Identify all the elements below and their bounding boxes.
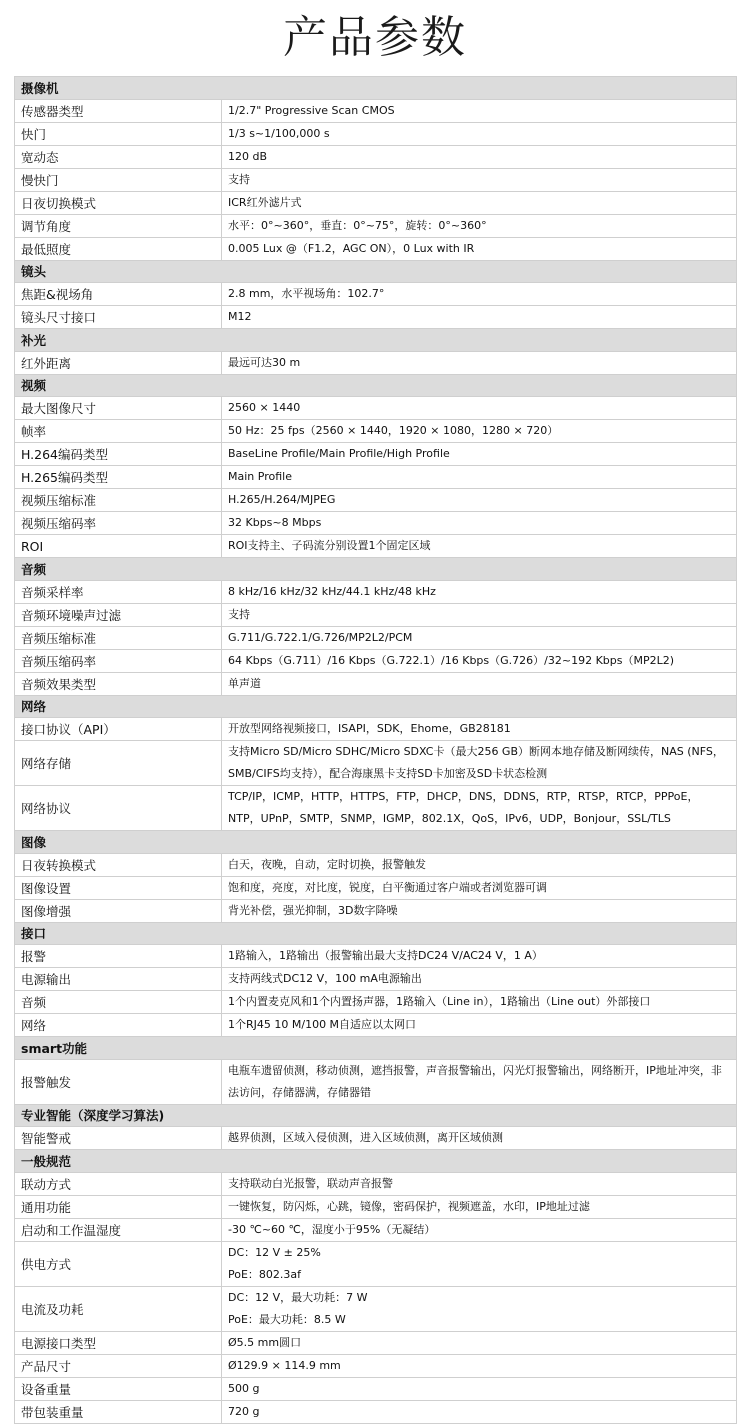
spec-row: [15, 1014, 737, 1037]
spec-value: 8 kHz/16 kHz/32 kHz/44.1 kHz/48 kHz: [222, 580, 737, 603]
spec-value: BaseLine Profile/Main Profile/High Profile: [222, 443, 737, 466]
spec-label: 音频压缩码率: [15, 649, 222, 672]
spec-value: 1/2.7" Progressive Scan CMOS: [222, 99, 737, 122]
spec-value: 单声道: [222, 672, 737, 695]
spec-value-line: PoE：最大功耗：8.5 W: [228, 1312, 346, 1326]
spec-value: 0.005 Lux @（F1.2，AGC ON），0 Lux with IR: [222, 237, 737, 260]
spec-label: 联动方式: [15, 1172, 222, 1195]
spec-label: 音频效果类型: [15, 672, 222, 695]
spec-value: 电瓶车遗留侦测，移动侦测，遮挡报警，声音报警输出，闪光灯报警输出，网络断开，IP地址冲突，非法访问，存储器满，存储器错: [222, 1059, 737, 1104]
spec-row: [15, 853, 737, 876]
section-header-row: [15, 1104, 737, 1127]
spec-value: 2560 × 1440: [222, 397, 737, 420]
spec-label: 产品尺寸: [15, 1354, 222, 1377]
spec-label: 视频压缩标准: [15, 489, 222, 512]
spec-row: [15, 420, 737, 443]
spec-value: 支持: [222, 603, 737, 626]
spec-row: [15, 351, 737, 374]
spec-table: [14, 76, 737, 1424]
spec-label: 电流及功耗: [15, 1286, 222, 1331]
spec-value: G.711/G.722.1/G.726/MP2L2/PCM: [222, 626, 737, 649]
section-title: 音频: [15, 558, 737, 581]
section-header-row: [15, 922, 737, 945]
section-title: 接口: [15, 922, 737, 945]
spec-label: 慢快门: [15, 168, 222, 191]
section-title: 专业智能（深度学习算法): [15, 1104, 737, 1127]
spec-value: 支持联动白光报警，联动声音报警: [222, 1172, 737, 1195]
spec-label: 接口协议（API）: [15, 718, 222, 741]
spec-value: 50 Hz：25 fps（2560 × 1440，1920 × 1080，1280 × 720）: [222, 420, 737, 443]
section-header-row: [15, 1150, 737, 1173]
spec-table-body: [15, 77, 737, 1424]
section-header-row: [15, 558, 737, 581]
spec-row: [15, 741, 737, 786]
spec-value: 白天，夜晚，自动，定时切换，报警触发: [222, 853, 737, 876]
spec-row: [15, 1218, 737, 1241]
spec-row: [15, 1354, 737, 1377]
spec-value: 64 Kbps（G.711）/16 Kbps（G.722.1）/16 Kbps（G.726）/32~192 Kbps（MP2L2): [222, 649, 737, 672]
section-header-row: [15, 1037, 737, 1060]
spec-label: 网络协议: [15, 786, 222, 831]
spec-value: M12: [222, 306, 737, 329]
spec-value: [222, 1286, 737, 1331]
spec-value: ICR红外滤片式: [222, 191, 737, 214]
spec-row: [15, 145, 737, 168]
spec-label: 通用功能: [15, 1195, 222, 1218]
spec-label: 报警触发: [15, 1059, 222, 1104]
spec-label: 网络: [15, 1014, 222, 1037]
spec-row: [15, 512, 737, 535]
spec-value: Ø129.9 × 114.9 mm: [222, 1354, 737, 1377]
spec-value: 开放型网络视频接口，ISAPI，SDK，Ehome，GB28181: [222, 718, 737, 741]
spec-label: 焦距&视场角: [15, 283, 222, 306]
spec-row: [15, 718, 737, 741]
spec-label: 智能警戒: [15, 1127, 222, 1150]
spec-row: [15, 1059, 737, 1104]
spec-row: [15, 899, 737, 922]
spec-value: 1/3 s~1/100,000 s: [222, 122, 737, 145]
spec-value: 720 g: [222, 1400, 737, 1423]
spec-label: 音频压缩标准: [15, 626, 222, 649]
spec-value: 支持: [222, 168, 737, 191]
spec-value: -30 ℃~60 ℃，湿度小于95%（无凝结）: [222, 1218, 737, 1241]
spec-label: ROI: [15, 535, 222, 558]
spec-label: 供电方式: [15, 1241, 222, 1286]
spec-label: 网络存储: [15, 741, 222, 786]
spec-row: [15, 466, 737, 489]
spec-label: 传感器类型: [15, 99, 222, 122]
section-header-row: [15, 77, 737, 100]
spec-row: [15, 191, 737, 214]
spec-label: 日夜转换模式: [15, 853, 222, 876]
spec-value: 1路输入，1路输出（报警输出最大支持DC24 V/AC24 V，1 A）: [222, 945, 737, 968]
spec-row: [15, 1377, 737, 1400]
spec-label: 音频: [15, 991, 222, 1014]
section-title: 一般规范: [15, 1150, 737, 1173]
spec-row: [15, 397, 737, 420]
spec-row: [15, 535, 737, 558]
section-title: 摄像机: [15, 77, 737, 100]
spec-label: H.264编码类型: [15, 443, 222, 466]
spec-label: 图像设置: [15, 876, 222, 899]
section-header-row: [15, 260, 737, 283]
spec-row: [15, 649, 737, 672]
section-title: 镜头: [15, 260, 737, 283]
spec-row: [15, 283, 737, 306]
spec-row: [15, 306, 737, 329]
spec-row: [15, 168, 737, 191]
spec-value: 最远可达30 m: [222, 351, 737, 374]
spec-label: 日夜切换模式: [15, 191, 222, 214]
spec-row: [15, 1400, 737, 1423]
section-title: 补光: [15, 329, 737, 352]
spec-row: [15, 1241, 737, 1286]
spec-row: [15, 1331, 737, 1354]
spec-row: [15, 1195, 737, 1218]
spec-row: [15, 626, 737, 649]
section-title: 图像: [15, 831, 737, 854]
spec-row: [15, 945, 737, 968]
spec-value: Main Profile: [222, 466, 737, 489]
spec-row: [15, 876, 737, 899]
spec-row: [15, 672, 737, 695]
spec-label: 带包装重量: [15, 1400, 222, 1423]
spec-label: 调节角度: [15, 214, 222, 237]
spec-value: 32 Kbps~8 Mbps: [222, 512, 737, 535]
spec-value: Ø5.5 mm圆口: [222, 1331, 737, 1354]
spec-value: 120 dB: [222, 145, 737, 168]
spec-label: 镜头尺寸接口: [15, 306, 222, 329]
section-header-row: [15, 329, 737, 352]
spec-label: 电源输出: [15, 968, 222, 991]
spec-value: 500 g: [222, 1377, 737, 1400]
spec-value: H.265/H.264/MJPEG: [222, 489, 737, 512]
spec-row: [15, 489, 737, 512]
section-title: 网络: [15, 695, 737, 718]
spec-row: [15, 603, 737, 626]
spec-label: 音频环境噪声过滤: [15, 603, 222, 626]
spec-label: 视频压缩码率: [15, 512, 222, 535]
spec-label: H.265编码类型: [15, 466, 222, 489]
spec-label: 最低照度: [15, 237, 222, 260]
spec-value: TCP/IP，ICMP，HTTP，HTTPS，FTP，DHCP，DNS，DDNS，RTP，RTSP，RTCP，PPPoE，NTP，UPnP，SMTP，SNMP，IGMP，802.1X，QoS，IPv6，UDP，Bonjour，SSL/TLS: [222, 786, 737, 831]
spec-row: [15, 99, 737, 122]
spec-value-line: DC：12 V，最大功耗：7 W: [228, 1290, 368, 1304]
spec-label: 报警: [15, 945, 222, 968]
spec-value: 1个RJ45 10 M/100 M自适应以太网口: [222, 1014, 737, 1037]
spec-row: [15, 214, 737, 237]
spec-value-line: DC：12 V ± 25%: [228, 1245, 321, 1259]
spec-label: 音频采样率: [15, 580, 222, 603]
spec-value: ROI支持主、子码流分别设置1个固定区域: [222, 535, 737, 558]
spec-label: 快门: [15, 122, 222, 145]
spec-value: 1个内置麦克风和1个内置扬声器，1路输入（Line in），1路输出（Line out）外部接口: [222, 991, 737, 1014]
spec-row: [15, 968, 737, 991]
spec-value: 越界侦测，区域入侵侦测，进入区域侦测，离开区域侦测: [222, 1127, 737, 1150]
spec-label: 设备重量: [15, 1377, 222, 1400]
spec-value: 支持两线式DC12 V，100 mA电源输出: [222, 968, 737, 991]
section-header-row: [15, 374, 737, 397]
spec-value: 饱和度，亮度，对比度，锐度，白平衡通过客户端或者浏览器可调: [222, 876, 737, 899]
spec-label: 图像增强: [15, 899, 222, 922]
section-header-row: [15, 695, 737, 718]
page-title: 产品参数: [283, 12, 467, 63]
spec-row: [15, 580, 737, 603]
spec-value-line: PoE：802.3af: [228, 1267, 302, 1281]
spec-value: 2.8 mm，水平视场角：102.7°: [222, 283, 737, 306]
spec-row: [15, 786, 737, 831]
spec-value: 一键恢复，防闪烁，心跳，镜像，密码保护，视频遮盖，水印，IP地址过滤: [222, 1195, 737, 1218]
spec-label: 启动和工作温湿度: [15, 1218, 222, 1241]
spec-label: 帧率: [15, 420, 222, 443]
section-title: 视频: [15, 374, 737, 397]
spec-value: 背光补偿，强光抑制，3D数字降噪: [222, 899, 737, 922]
section-title: smart功能: [15, 1037, 737, 1060]
spec-label: 宽动态: [15, 145, 222, 168]
spec-value: 水平：0°~360°，垂直：0°~75°，旋转：0°~360°: [222, 214, 737, 237]
spec-value: [222, 1241, 737, 1286]
spec-row: [15, 443, 737, 466]
spec-label: 电源接口类型: [15, 1331, 222, 1354]
spec-row: [15, 237, 737, 260]
spec-label: 最大图像尺寸: [15, 397, 222, 420]
spec-value: 支持Micro SD/Micro SDHC/Micro SDXC卡（最大256 GB）断网本地存储及断网续传，NAS (NFS，SMB/CIFS均支持），配合海康黑卡支持SD卡加密及SD卡状态检测: [222, 741, 737, 786]
section-header-row: [15, 831, 737, 854]
spec-label: 红外距离: [15, 351, 222, 374]
spec-row: [15, 991, 737, 1014]
spec-row: [15, 1172, 737, 1195]
spec-row: [15, 122, 737, 145]
spec-row: [15, 1286, 737, 1331]
spec-row: [15, 1127, 737, 1150]
